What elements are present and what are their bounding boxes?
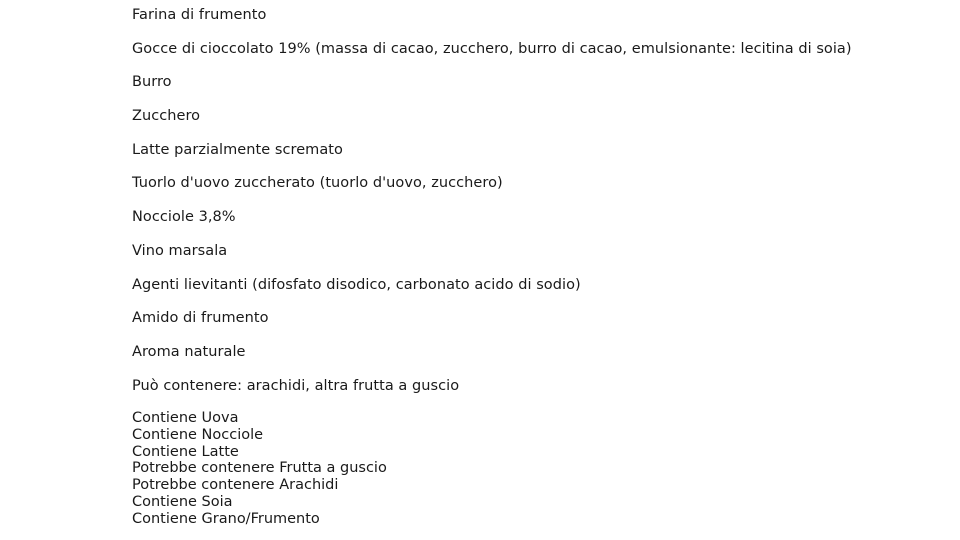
ingredient-item: Agenti lievitanti (difosfato disodico, carbonato acido di sodio) [132, 276, 581, 293]
allergen-item: Potrebbe contenere Frutta a guscio [132, 460, 387, 477]
ingredient-item: Latte parzialmente scremato [132, 141, 343, 158]
allergen-item: Contiene Grano/Frumento [132, 510, 320, 527]
allergen-list [132, 410, 387, 528]
allergen-item: Contiene Uova [132, 410, 239, 426]
allergen-item: Potrebbe contenere Arachidi [132, 477, 339, 494]
ingredient-item: Aroma naturale [132, 343, 246, 360]
allergen-item: Contiene Nocciole [132, 426, 264, 443]
ingredient-item: Farina di frumento [132, 7, 267, 23]
ingredient-item: Tuorlo d'uovo zuccherato (tuorlo d'uovo, zucchero) [132, 175, 503, 192]
ingredient-item: Può contenere: arachidi, altra frutta a guscio [132, 377, 460, 394]
allergen-item: Contiene Soia [132, 493, 233, 510]
ingredient-item: Zucchero [132, 108, 201, 125]
ingredient-item: Amido di frumento [132, 310, 269, 327]
ingredient-item: Burro [132, 74, 172, 91]
allergen-item: Contiene Latte [132, 443, 239, 460]
ingredients-list [132, 5, 852, 409]
ingredient-item: Vino marsala [132, 242, 228, 259]
ingredient-item: Nocciole 3,8% [132, 209, 236, 226]
ingredient-item: Gocce di cioccolato 19% (massa di cacao, zucchero, burro di cacao, emulsionante: lecitina di soia) [132, 40, 852, 57]
